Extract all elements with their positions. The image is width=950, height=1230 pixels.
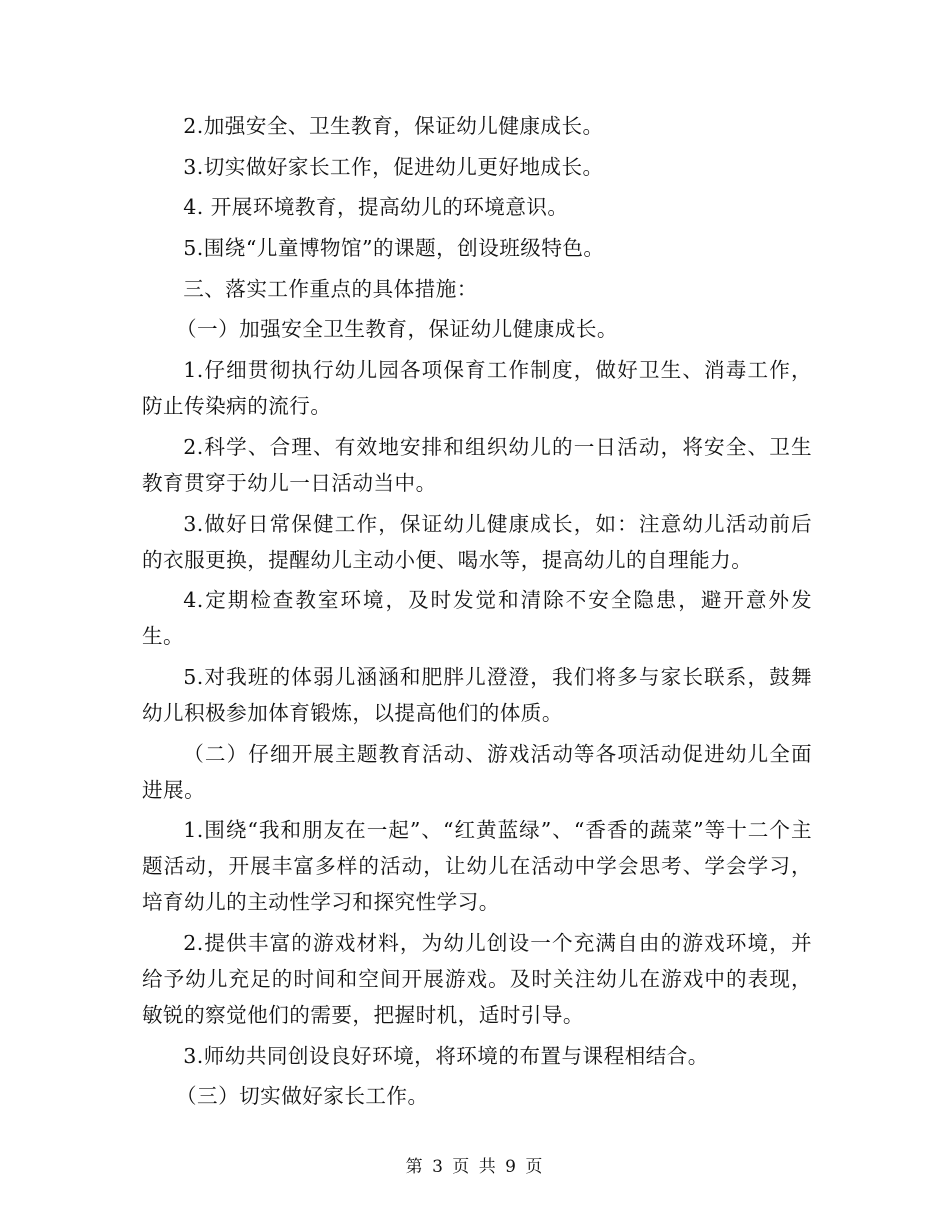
paragraph-activities-1: 1.围绕“我和朋友在一起”、“红黄蓝绿”、“香香的蔬菜”等十二个主题活动，开展丰富多样的活动，让幼儿在活动中学会思考、学会学习，培育幼儿的主动性学习和探究性学习。 [142,818,812,915]
paragraph-activities-2: 2.提供丰富的游戏材料，为幼儿创设一个充满自由的游戏环境，并给予幼儿充足的时间和空间开展游戏。及时关注幼儿在游戏中的表现，敏锐的察觉他们的需要，把握时机，适时引导。 [142,930,812,1027]
document-body [142,108,812,1119]
section-heading-measures: 三、落实工作重点的具体措施： [183,276,478,301]
paragraph-safety-1: 1.仔细贯彻执行幼儿园各项保育工作制度，做好卫生、消毒工作，防止传染病的流行。 [142,358,812,419]
paragraph-goal-4: 4. 开展环境教育，提高幼儿的环境意识。 [183,195,569,220]
paragraph-activities-3: 3.师幼共同创设良好环境，将环境的布置与课程相结合。 [183,1043,709,1068]
paragraph-goal-3: 3.切实做好家长工作，促进幼儿更好地成长。 [183,154,604,179]
subsection-heading-activities: （二）仔细开展主题教育活动、游戏活动等各项活动促进幼儿全面进展。 [142,741,812,802]
paragraph-goal-5: 5.围绕“儿童博物馆”的课题，创设班级特色。 [183,236,605,261]
paragraph-safety-2: 2.科学、合理、有效地安排和组织幼儿的一日活动，将安全、卫生教育贯穿于幼儿一日活动当中。 [142,434,812,495]
paragraph-goal-2: 2.加强安全、卫生教育，保证幼儿健康成长。 [183,114,604,138]
paragraph-safety-3: 3.做好日常保健工作，保证幼儿健康成长，如：注意幼儿活动前后的衣服更换，提醒幼儿主动小便、喝水等，提高幼儿的自理能力。 [142,511,812,572]
subsection-heading-parents: （三）切实做好家长工作。 [175,1084,429,1109]
paragraph-safety-5: 5.对我班的体弱儿涵涵和肥胖儿澄澄，我们将多与家长联系，鼓舞幼儿积极参加体育锻炼，以提高他们的体质。 [142,664,812,725]
paragraph-safety-4: 4.定期检查教室环境，及时发觉和清除不安全隐患，避开意外发生。 [142,588,812,649]
page-number-footer: 第 3 页 共 9 页 [405,1157,545,1177]
subsection-heading-safety: （一）加强安全卫生教育，保证幼儿健康成长。 [175,317,618,342]
